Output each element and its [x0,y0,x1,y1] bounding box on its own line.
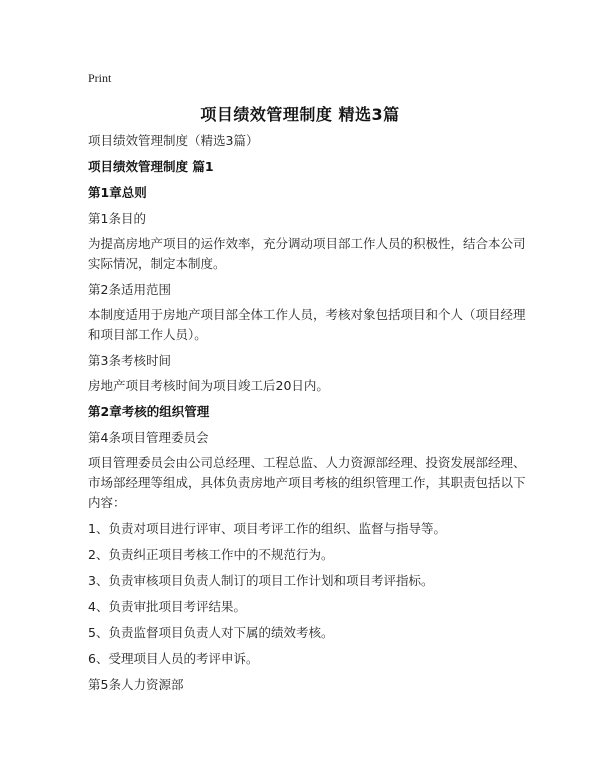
page-title: 项目绩效管理制度 精选3篇 [200,105,400,124]
list-item: 2、负责纠正项目考核工作中的不规范行为。 [88,547,334,562]
list-item: 6、受理项目人员的考评申诉。 [88,651,259,666]
article-body-3: 房地产项目考核时间为项目竣工后20日内。 [88,378,329,393]
print-label: Print [88,71,112,85]
chapter-heading-2: 第2章考核的组织管理 [88,404,210,419]
article-body-1: 为提高房地产项目的运作效率，充分调动项目部工作人员的积极性，结合本公司实际情况，制定本制度。 [88,236,526,271]
article-title-1: 第1条目的 [88,211,146,226]
article-body-4: 项目管理委员会由公司总经理、工程总监、人力资源部经理、投资发展部经理、市场部经理等组成，具体负责房地产项目考核的组织管理工作，其职责包括以下内容： [88,455,526,510]
list-item: 3、负责审核项目负责人制订的项目工作计划和项目考评指标。 [88,573,434,588]
subtitle: 项目绩效管理制度（精选3篇） [88,133,259,148]
list-item: 5、负责监督项目负责人对下属的绩效考核。 [88,625,334,640]
article-body-2: 本制度适用于房地产项目部全体工作人员，考核对象包括项目和个人（项目经理和项目部工作人员）。 [88,307,526,342]
chapter-heading-1: 第1章总则 [88,185,147,200]
document-body [88,130,528,700]
article-title-2: 第2条适用范围 [88,282,171,297]
article-title-5: 第5条人力资源部 [88,677,184,692]
list-item: 4、负责审批项目考评结果。 [88,599,246,614]
article-title-3: 第3条考核时间 [88,353,171,368]
article-title-4: 第4条项目管理委员会 [88,430,209,445]
list-item: 1、负责对项目进行评审、项目考评工作的组织、监督与指导等。 [88,521,446,536]
article-heading: 项目绩效管理制度 篇1 [88,159,214,174]
